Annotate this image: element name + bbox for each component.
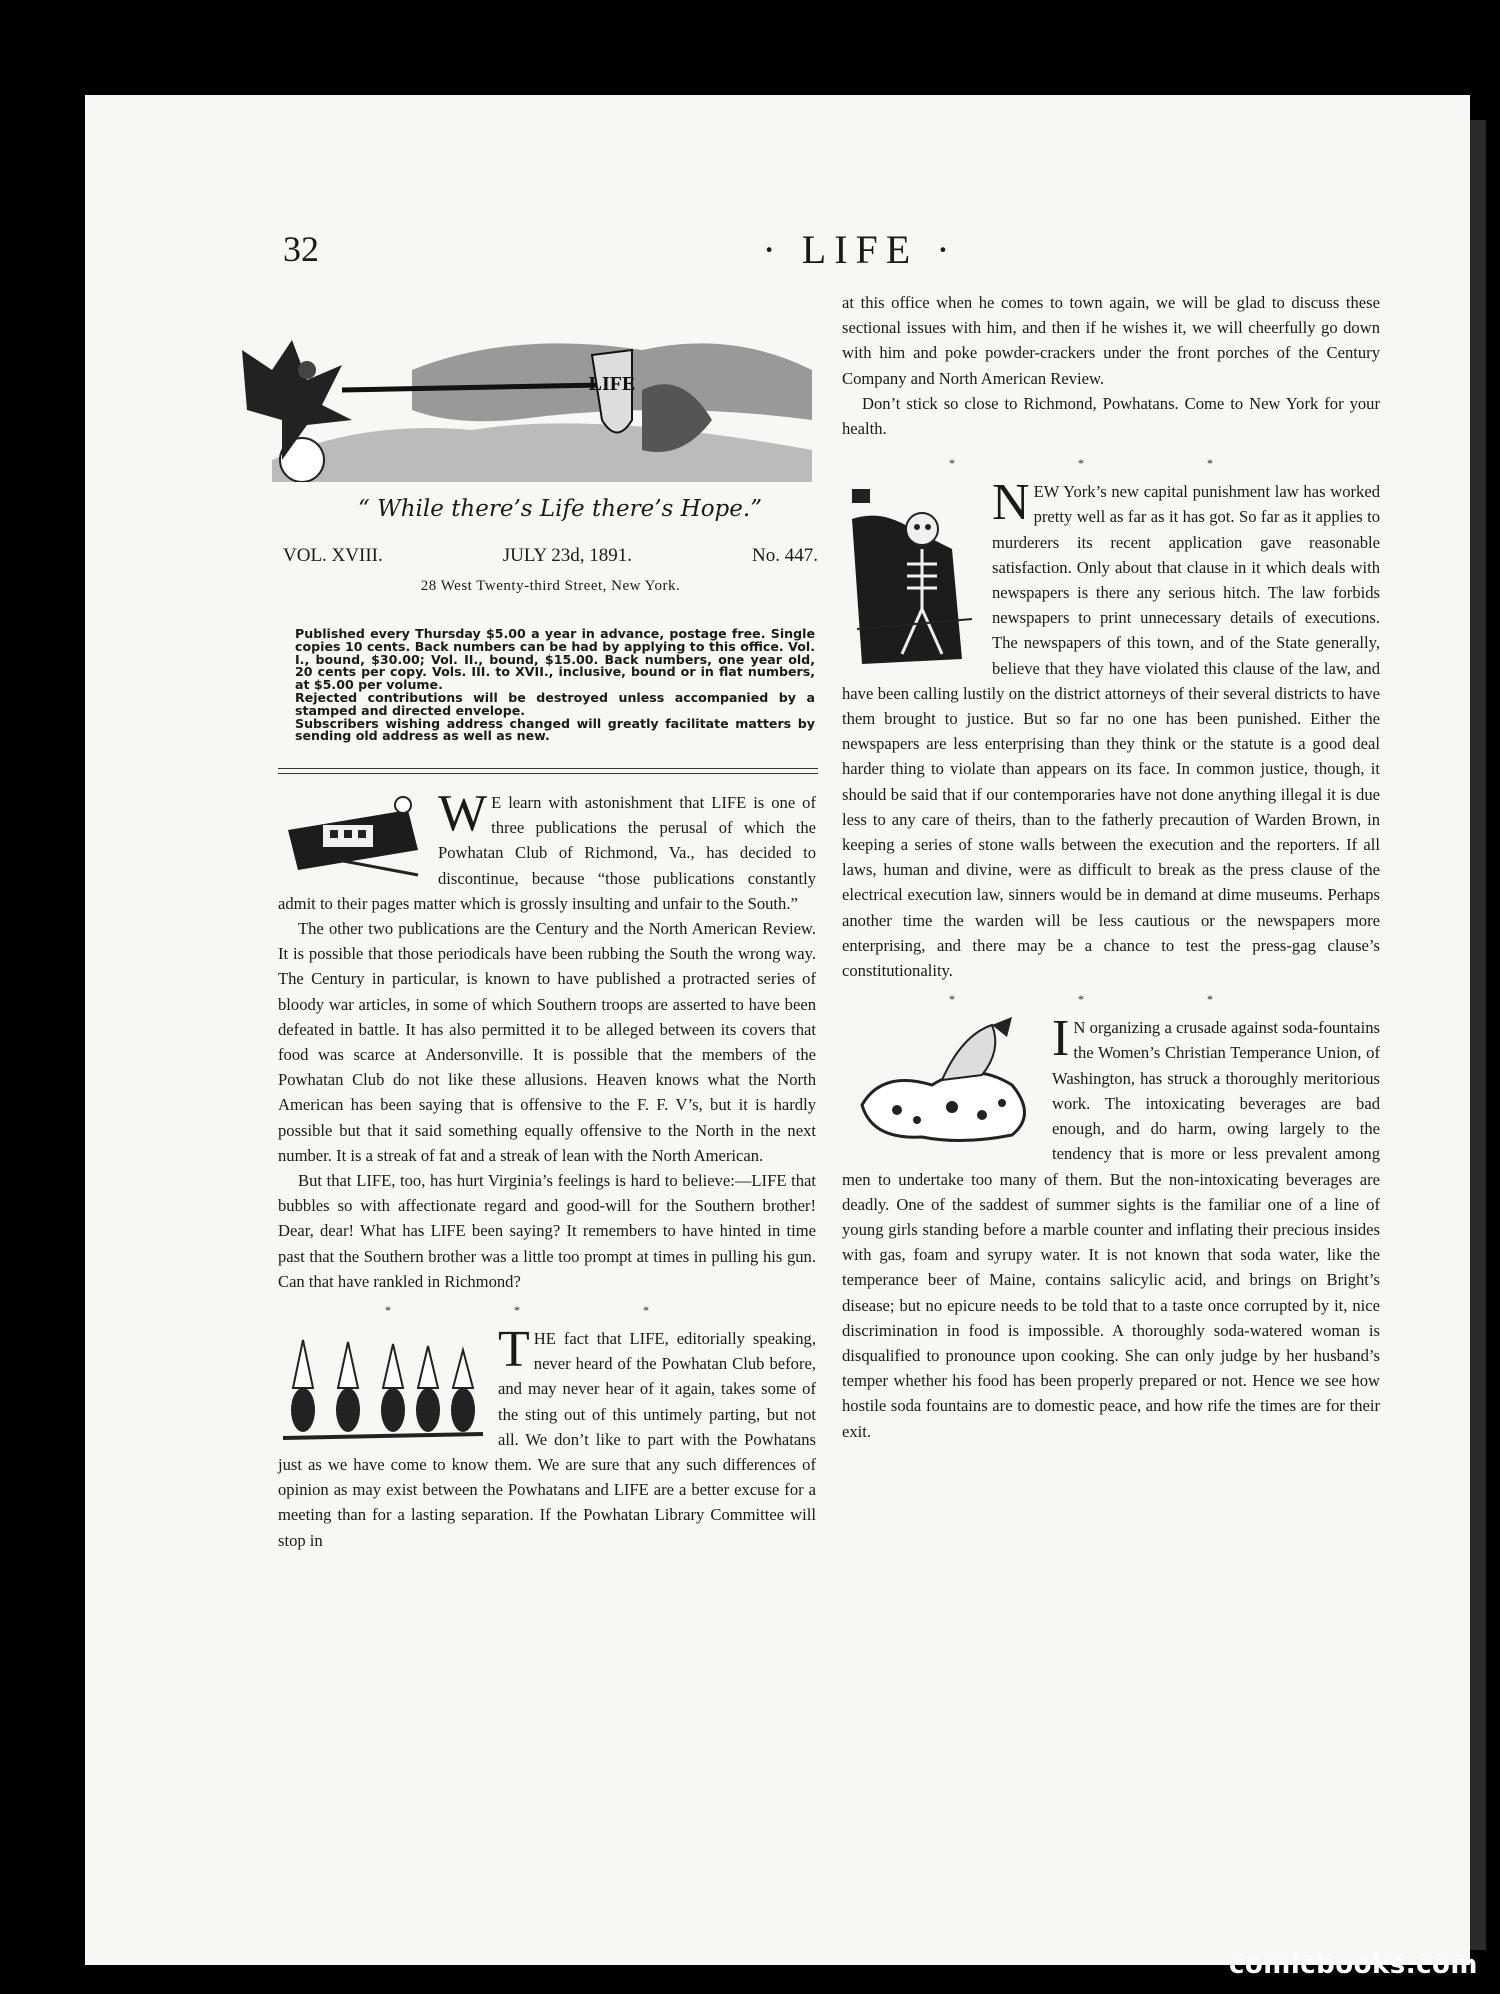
article-1-p3: But that LIFE, too, has hurt Virginia’s feelings is hard to believe:—LIFE that bubbles so with affectionate regard and good-will for the Southern brother! Dear, dear! What has LIFE been saying? It remembers to have hinted in time past that the Southern brother was a little too prompt at times in pulling his gun. Can that have rankled in Richmond? (278, 1171, 816, 1291)
clubhouse-illustration (278, 790, 428, 890)
address: 28 West Twenty-third Street, New York. (420, 578, 681, 594)
motto: “ While there’s Life there’s Hope.” (358, 496, 762, 522)
dropcap: I (1052, 1010, 1070, 1068)
issue-line (283, 545, 818, 567)
left-column (278, 776, 816, 1553)
soda-fountain-illustration (842, 1015, 1042, 1150)
issue-date: JULY 23d, 1891. (502, 545, 633, 566)
article-1-p1: W E learn with astonishment that LIFE is one of three publications the perusal of which the Powhatan Club of Richmond, Va., has decided to discontinue, because “those publications constantly admit to their pages matter which is grossly insulting and unfair to the South.” (278, 785, 816, 913)
article-3-p1: NEW York’s new capital punishment law has worked pretty well as far as it has got. So far as it applies to murderers its recent application gave reasonable satisfaction. Only about that clause in it which deals with newspapers is there any serious hitch. The law forbids newspapers to print unnecessary details of executions. The newspapers of this town, and of the State generally, believe that they have violated this clause of the law, and have been calling lustily on the district attorneys of their several districts to have them brought to justice. But so far no one has been punished. Either the newspapers are less enterprising than they think or the statute is a good deal harder thing to violate than appears on its face. In common justice, though, it should be said that if our contemporaries have not done anything illegal it is due less to any care of theirs, than to the fatherly precaution of Warden Brown, in keeping a series of stone walls between the execution and the reporters. If all laws, human and divine, were as difficult to break as the press clause of the electrical execution law, sinners would be in demand at dime museums. Perhaps another time the warden will be less cautious or the newspapers more enterprising, and there may be a chance to test the press-gag clause’s constitutionality. (842, 474, 1380, 981)
pubinfo-address-change: Subscribers wishing address changed will greatly facilitate matters by sending old address as well as new. (295, 715, 815, 744)
page-number: 32 (283, 229, 319, 269)
dropcap: W (438, 785, 488, 842)
section-separator: * * * (949, 992, 1273, 1007)
volume: VOL. XVIII. (283, 545, 383, 566)
divider-rule (278, 768, 818, 769)
article-1-p2: The other two publications are the Century and the North American Review. It is possible that those periodicals have been rubbing the South the wrong way. The Century in particular, is known to have published a protracted series of bloody war articles, in some of which Southern troops are asserted to have been defeated in battle. It has also permitted it to be alleged between its covers that food was scarce at Andersonville. It is possible that the members of the Powhatan Club do not like these allusions. Heaven knows what the North American has been saying that is offensive to the F. F. V’s, but it is hardly possible but that it said something equally offensive to the North in the next number. It is a streak of fat and a streak of lean with the North American. (278, 919, 816, 1165)
article-2-continued-p2: Don’t stick so close to Richmond, Powhatans. Come to New York for your health. (842, 393, 1380, 439)
section-separator: * * * (385, 1303, 709, 1318)
magazine-title: · LIFE · (762, 227, 958, 272)
skeleton-illustration (842, 479, 982, 679)
right-column (842, 290, 1380, 1444)
publication-info (295, 628, 815, 743)
section-separator: * * * (949, 456, 1273, 471)
dropcap: N (992, 474, 1030, 532)
pubinfo-rejected: Rejected contributions will be destroyed unless accompanied by a stamped and directed envelope. (295, 689, 815, 718)
devil-and-knight-illustration (212, 310, 812, 482)
owls-illustration (278, 1330, 488, 1450)
masthead-banner-illustration (212, 310, 812, 482)
shield-label: LIFE (588, 373, 636, 395)
divider-rule (278, 773, 818, 774)
dropcap: T (498, 1321, 530, 1379)
pubinfo-subscription: Published every Thursday $5.00 a year in advance, postage free. Single copies 10 cents. Back numbers can be had by applying to this office. Vol. I., bound, $30.00; Vol. II., bound, $15.00. Back numbers, one year old, 20 cents per copy. Vols. III. to XVII., inclusive, bound or in flat numbers, at $5.00 per volume. (295, 626, 815, 693)
next-page-edge (1470, 120, 1486, 1950)
article-2-continued-p1: at this office when he comes to town again, we will be glad to discuss these sectional issues with him, and then if he wishes it, we will cheerfully go down with him and poke powder-crackers under the front porches of the Century Company and North American Review. (842, 293, 1380, 388)
site-watermark: comicbooks.com (1228, 1950, 1478, 1980)
article-4-p1: I N organizing a crusade against soda-fountains the Women’s Christian Temperance Union, of Washington, has struck a thoroughly meritorious work. The intoxicating beverages are bad enough, and do harm, owing largely to the tendency that is more or less prevalent among men to undertake too many of them. But the non-intoxicating beverages are deadly. One of the saddest of summer sights is the familiar one of a line of young girls standing before a marble counter and inflating their precious insides with gas, foam and syrupy water. It is not known that soda water, like the temperance beer of Maine, contains salicylic acid, and brings on Bright’s disease; but no epicure needs to be told that to a taste once corrupted by it, nice discrimination in food is impossible. A thoroughly soda-watered woman is disqualified to pronounce upon cooking. She can only judge by her husband’s temper whether his food has been properly prepared or not. Hence we see how hostile soda fountains are to domestic peace, and how rife the times are for their exit. (842, 1010, 1380, 1441)
article-2-p1: THE fact that LIFE, editorially speaking, never heard of the Powhatan Club before, and may never hear of it again, takes some of the sting out of this untimely parting, but not all. We don’t like to part with the Powhatans just as we have come to know them. We are sure that any such differences of opinion as may exist between the Powhatans and LIFE are a better excuse for a meeting than for a lasting separation. If the Powhatan Library Committee will stop in (278, 1321, 816, 1550)
issue-number: No. 447. (752, 545, 818, 566)
